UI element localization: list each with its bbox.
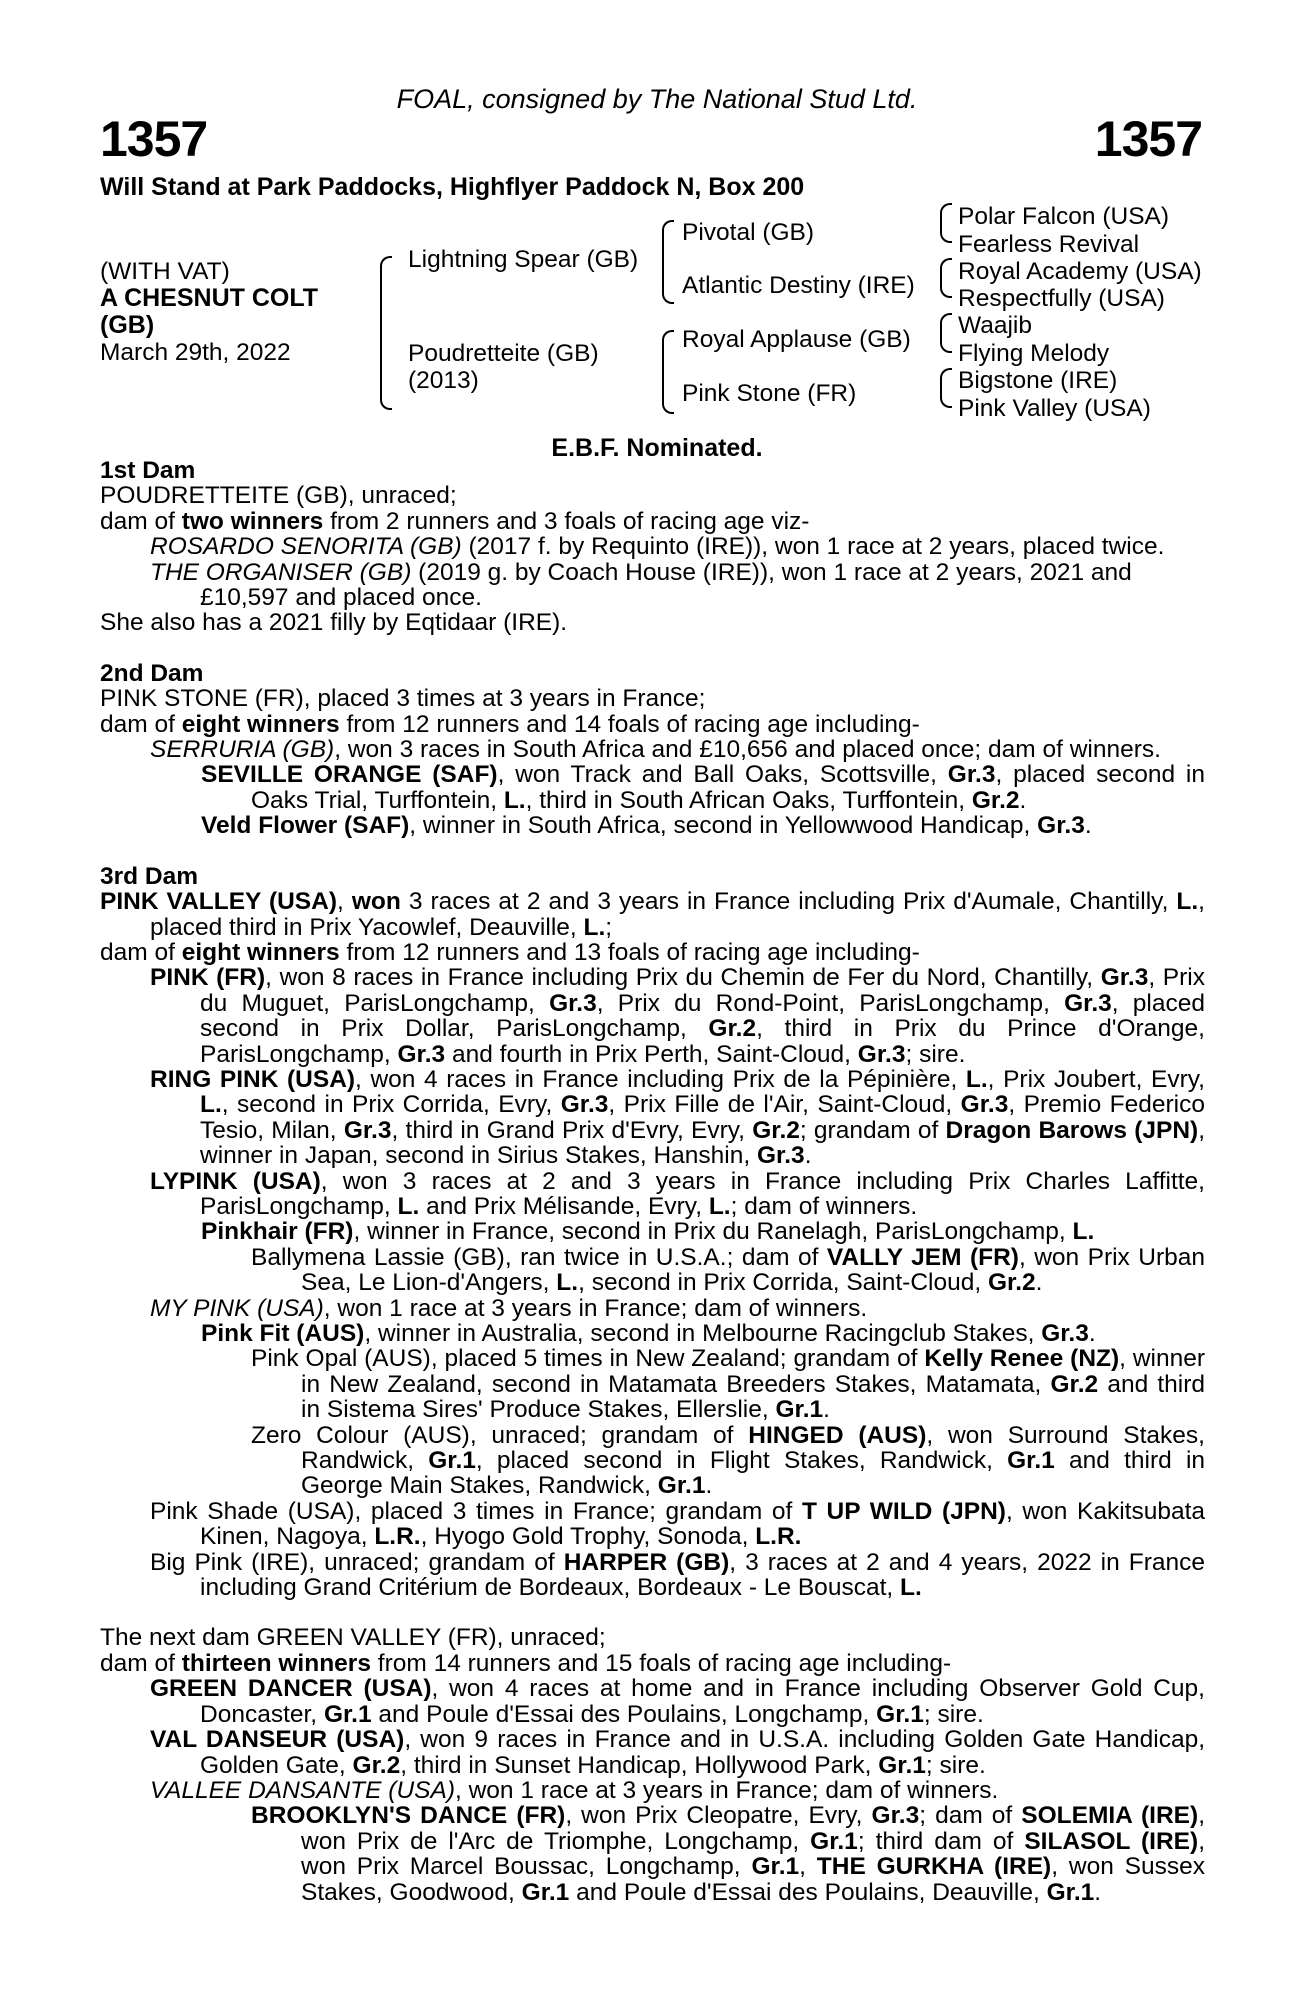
produce-entry: Veld Flower (SAF), winner in South Africa, second in Yellowwood Handicap, Gr.3. bbox=[201, 812, 1092, 840]
stand-location: Will Stand at Park Paddocks, Highflyer Paddock N, Box 200 bbox=[100, 173, 805, 201]
produce-entry: Big Pink (IRE), unraced; grandam of HARPER (GB), 3 races at 2 and 4 years, 2022 in France including Grand Critérium de Bordeaux, Bordeaux - Le Bouscat, L. bbox=[150, 1548, 1205, 1602]
pedigree-g3-3: Royal Academy (USA) bbox=[958, 258, 1202, 285]
lot-number-right: 1357 bbox=[1094, 111, 1202, 167]
first-dam-note: She also has a 2021 filly by Eqtidaar (IRE). bbox=[100, 609, 568, 637]
horse-country: (GB) bbox=[100, 311, 155, 339]
consignor-line: FOAL, consigned by The National Stud Ltd. bbox=[396, 84, 918, 114]
pedigree-brace-dd bbox=[940, 368, 952, 408]
third-dam-produce-summary: dam of eight winners from 12 runners and 13 foals of racing age including- bbox=[100, 938, 920, 966]
produce-entry: Ballymena Lassie (GB), ran twice in U.S.A.; dam of VALLY JEM (FR), won Prix Urban Sea, Le Lion-d'Angers, L., second in Prix Corrida, Saint-Cloud, Gr.2. bbox=[251, 1243, 1205, 1297]
produce-entry: RING PINK (USA), won 4 races in France including Prix de la Pépinière, L., Prix Joubert, Evry, L., second in Prix Corrida, Evry, Gr.3, Prix Fille de l'Air, Saint-Cloud, Gr.3, Premio Federico Tesio, Milan, Gr.3, third in Grand Prix d'Evry, Evry, Gr.2; grandam of Dragon Barows (JPN), winner in Japan, second in Sirius Stakes, Hanshin, Gr.3. bbox=[150, 1065, 1206, 1170]
produce-entry: Pink Opal (AUS), placed 5 times in New Zealand; grandam of Kelly Renee (NZ), winner in New Zealand, second in Matamata Breeders Stakes, Matamata, Gr.2 and third in Sistema Sires' Produce Stakes, Ellerslie, Gr.1. bbox=[251, 1345, 1206, 1424]
produce-entry: Pink Fit (AUS), winner in Australia, second in Melbourne Racingclub Stakes, Gr.3. bbox=[201, 1320, 1096, 1347]
pedigree-brace-ds bbox=[940, 313, 952, 353]
pedigree-g3-2: Fearless Revival bbox=[958, 231, 1140, 258]
pedigree-dam: Poudretteite (GB) bbox=[408, 340, 599, 367]
pedigree-dam-dam: Pink Stone (FR) bbox=[682, 380, 857, 407]
first-dam-produce-summary: dam of two winners from 2 runners and 3 foals of racing age viz- bbox=[100, 507, 810, 535]
produce-entry: Pinkhair (FR), winner in France, second in Prix du Ranelagh, ParisLongchamp, L. bbox=[201, 1218, 1095, 1246]
produce-entry: SERRURIA (GB), won 3 races in South Africa and £10,656 and placed once; dam of winners. bbox=[150, 736, 1161, 764]
next-dam-produce-summary: dam of thirteen winners from 14 runners and 15 foals of racing age including- bbox=[100, 1649, 952, 1677]
pedigree-brace-ss bbox=[940, 203, 952, 243]
vat-note: (WITH VAT) bbox=[100, 258, 230, 285]
pedigree-g3-4: Respectfully (USA) bbox=[958, 285, 1165, 312]
produce-entry: LYPINK (USA), won 3 races at 2 and 3 years in France including Prix Charles Laffitte, ParisLongchamp, L. and Prix Mélisande, Evry, L.; dam of winners. bbox=[150, 1167, 1205, 1220]
produce-entry: Pink Shade (USA), placed 3 times in France; grandam of T UP WILD (JPN), won Kakitsubata Kinen, Nagoya, L.R., Hyogo Gold Trophy, Sonoda, L.R. bbox=[150, 1497, 1206, 1551]
pedigree-g3-7: Bigstone (IRE) bbox=[958, 367, 1118, 394]
pedigree-g3-6: Flying Melody bbox=[958, 340, 1110, 367]
first-dam-heading: 1st Dam bbox=[100, 457, 196, 484]
catalogue-body bbox=[100, 458, 1205, 1905]
second-dam-line: PINK STONE (FR), placed 3 times at 3 years in France; bbox=[100, 685, 706, 713]
pedigree-g3-5: Waajib bbox=[958, 312, 1032, 339]
pedigree-dam-year: (2013) bbox=[408, 367, 479, 394]
produce-entry: VAL DANSEUR (USA), won 9 races in France and in U.S.A. including Golden Gate Handicap, Golden Gate, Gr.2, third in Sunset Handicap, Hollywood Park, Gr.1; sire. bbox=[150, 1726, 1206, 1779]
produce-entry: Zero Colour (AUS), unraced; grandam of HINGED (AUS), won Surround Stakes, Randwick, Gr.1, placed second in Flight Stakes, Randwick, Gr.1 and third in George Main Stakes, Randwick, Gr.1. bbox=[251, 1421, 1206, 1500]
produce-entry: THE ORGANISER (GB) (2019 g. by Coach House (IRE)), won 1 race at 2 years, 2021 and £10,597 and placed once. bbox=[150, 558, 1132, 612]
produce-entry: GREEN DANCER (USA), won 4 races at home and in France including Observer Gold Cup, Doncaster, Gr.1 and Poule d'Essai des Poulains, Longchamp, Gr.1; sire. bbox=[150, 1675, 1205, 1728]
produce-entry: ROSARDO SENORITA (GB) (2017 f. by Requinto (IRE)), won 1 race at 2 years, placed twice. bbox=[150, 533, 1165, 561]
pedigree-brace-sd bbox=[940, 258, 952, 298]
pedigree-g3-1: Polar Falcon (USA) bbox=[958, 203, 1170, 230]
pedigree-sire: Lightning Spear (GB) bbox=[408, 246, 639, 273]
second-dam-produce-summary: dam of eight winners from 12 runners and 14 foals of racing age including- bbox=[100, 710, 920, 738]
pedigree-brace-gen1 bbox=[380, 256, 392, 410]
produce-entry: VALLEE DANSANTE (USA), won 1 race at 3 years in France; dam of winners. bbox=[150, 1776, 999, 1804]
pedigree-g3-8: Pink Valley (USA) bbox=[958, 395, 1151, 422]
produce-entry: BROOKLYN'S DANCE (FR), won Prix Cleopatre, Evry, Gr.3; dam of SOLEMIA (IRE), won Prix de l'Arc de Triomphe, Longchamp, Gr.1; third dam of SILASOL (IRE), won Prix Marcel Boussac, Longchamp, Gr.1, THE GURKHA (IRE), won Sussex Stakes, Goodwood, Gr.1 and Poule d'Essai des Poulains, Deauville, Gr.1. bbox=[251, 1802, 1205, 1906]
pedigree-sire-dam: Atlantic Destiny (IRE) bbox=[682, 272, 915, 299]
foaling-date: March 29th, 2022 bbox=[100, 339, 291, 366]
ebf-nomination: E.B.F. Nominated. bbox=[551, 434, 763, 462]
pedigree-sire-sire: Pivotal (GB) bbox=[682, 219, 815, 246]
third-dam-line: PINK VALLEY (USA), won 3 races at 2 and 3 years in France including Prix d'Aumale, Chantilly, L., placed third in Prix Yacowlef, Deauville, L.; bbox=[100, 888, 1205, 941]
second-dam-heading: 2nd Dam bbox=[100, 659, 204, 687]
pedigree-brace-dam bbox=[662, 330, 674, 414]
horse-name: A CHESNUT COLT bbox=[100, 284, 319, 312]
pedigree-brace-sire bbox=[662, 220, 674, 304]
produce-entry: PINK (FR), won 8 races in France including Prix du Chemin de Fer du Nord, Chantilly, Gr.3, Prix du Muguet, ParisLongchamp, Gr.3, Prix du Rond-Point, ParisLongchamp, Gr.3, placed second in Prix Dollar, ParisLongchamp, Gr.2, third in Prix du Prince d'Orange, ParisLongchamp, Gr.3 and fourth in Prix Perth, Saint-Cloud, Gr.3; sire. bbox=[150, 964, 1205, 1068]
produce-entry: MY PINK (USA), won 1 race at 3 years in France; dam of winners. bbox=[150, 1294, 868, 1322]
produce-entry: SEVILLE ORANGE (SAF), won Track and Ball Oaks, Scottsville, Gr.3, placed second in Oaks Trial, Turffontein, L., third in South African Oaks, Turffontein, Gr.2. bbox=[201, 761, 1205, 814]
first-dam-line: POUDRETTEITE (GB), unraced; bbox=[100, 482, 457, 510]
lot-number-left: 1357 bbox=[100, 111, 208, 167]
third-dam-heading: 3rd Dam bbox=[100, 862, 199, 890]
pedigree-dam-sire: Royal Applause (GB) bbox=[682, 326, 911, 353]
next-dam-line: The next dam GREEN VALLEY (FR), unraced; bbox=[100, 1624, 606, 1652]
